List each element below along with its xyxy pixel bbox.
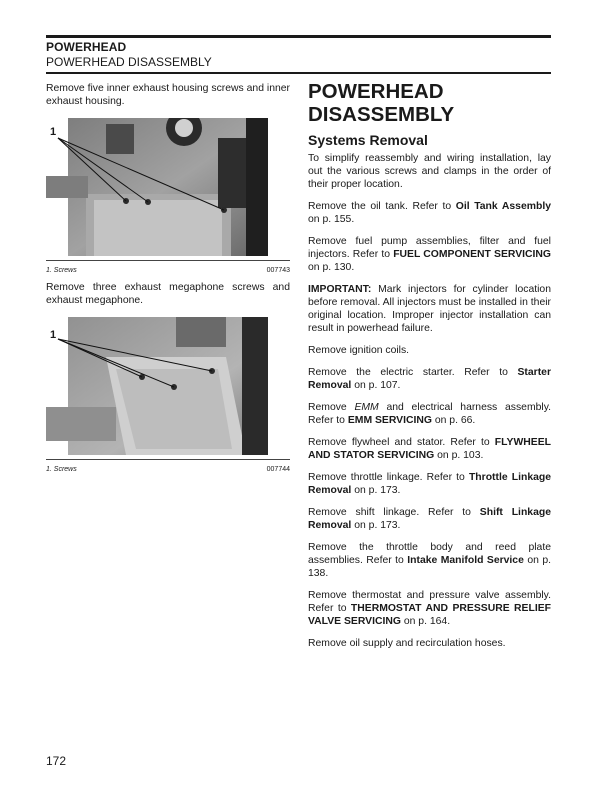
step-thermostat: Remove thermostat and pressure valve assembly. Refer to THERMOSTAT AND PRESSURE RELIEF VALVE SERVICING on p. 164. — [308, 590, 551, 627]
figure-code: 007743 — [266, 267, 290, 274]
figure-caption-row — [46, 459, 290, 472]
step-throttle-body: Remove the throttle body and reed plate assemblies. Refer to Intake Manifold Service on p. 138. — [308, 542, 551, 579]
figure-inner-exhaust-housing — [46, 118, 290, 256]
step-emm: Remove EMM and electrical harness assembly. Refer to EMM SERVICING on p. 66. — [308, 402, 552, 426]
figure-callout-1: 1 — [50, 126, 57, 138]
page-number: 172 — [46, 754, 67, 768]
page-title-line-1: POWERHEAD — [308, 80, 444, 103]
step-shift-linkage: Remove shift linkage. Refer to Shift Linkage Removal on p. 173. — [308, 507, 551, 531]
ref-link[interactable]: THERMOSTAT AND PRESSURE RELIEF VALVE SERVICING — [308, 603, 551, 627]
figure-caption: 1. Screws — [46, 466, 77, 473]
figure-exhaust-megaphone — [46, 317, 290, 455]
important-label: IMPORTANT: — [308, 284, 372, 295]
ref-link[interactable]: Throttle Linkage Removal — [308, 472, 552, 496]
page-title — [308, 80, 551, 126]
ref-link[interactable]: Shift Linkage Removal — [308, 507, 551, 531]
top-rule — [46, 35, 551, 38]
figure-caption: 1. Screws — [46, 267, 77, 274]
figure-caption-row — [46, 260, 290, 273]
important-note: IMPORTANT: Mark injectors for cylinder location before removal. All injectors must be installed in their original location. Improper injector installation can result in powerhead failure. — [308, 284, 551, 334]
photo-exhaust-megaphone — [46, 317, 290, 455]
ref-link[interactable]: Intake Manifold Service — [407, 555, 524, 566]
paragraph-megaphone: Remove three exhaust megaphone screws and exhaust megaphone. — [46, 282, 290, 306]
page-title-line-2: DISASSEMBLY — [308, 103, 455, 126]
paragraph-intro: To simplify reassembly and wiring installation, lay out the various screws and clamps in the order of their proper location. — [308, 153, 551, 190]
step-ignition-coils: Remove ignition coils. — [308, 345, 410, 356]
ref-link[interactable]: FUEL COMPONENT SERVICING — [393, 249, 551, 260]
step-oil-tank: Remove the oil tank. Refer to Oil Tank Assembly on p. 155. — [308, 201, 551, 225]
photo-inner-exhaust-housing — [46, 118, 290, 256]
right-column — [308, 80, 551, 659]
running-header-subsection: POWERHEAD DISASSEMBLY — [46, 55, 212, 69]
step-oil-hoses: Remove oil supply and recirculation hoses. — [308, 638, 506, 649]
step-electric-starter: Remove the electric starter. Refer to Starter Removal on p. 107. — [308, 367, 551, 391]
paragraph-inner-exhaust: Remove five inner exhaust housing screws and inner exhaust housing. — [46, 83, 290, 107]
running-header-section: POWERHEAD — [46, 40, 127, 54]
section-heading: Systems Removal — [308, 132, 428, 148]
ref-link[interactable]: Oil Tank Assembly — [455, 201, 551, 212]
figure-callout-1: 1 — [50, 329, 57, 341]
figure-code: 007744 — [266, 466, 290, 473]
ref-link[interactable]: FLYWHEEL AND STATOR SERVICING — [308, 437, 551, 461]
ref-link[interactable]: EMM SERVICING — [347, 415, 432, 426]
ref-link[interactable]: Starter Removal — [308, 367, 551, 391]
left-column — [46, 82, 290, 472]
header-rule — [46, 72, 551, 74]
step-fuel-pump: Remove fuel pump assemblies, filter and fuel injectors. Refer to FUEL COMPONENT SERVICING on p. 130. — [308, 236, 551, 273]
step-flywheel: Remove flywheel and stator. Refer to FLYWHEEL AND STATOR SERVICING on p. 103. — [308, 437, 551, 461]
step-throttle-linkage: Remove throttle linkage. Refer to Throttle Linkage Removal on p. 173. — [308, 472, 552, 496]
